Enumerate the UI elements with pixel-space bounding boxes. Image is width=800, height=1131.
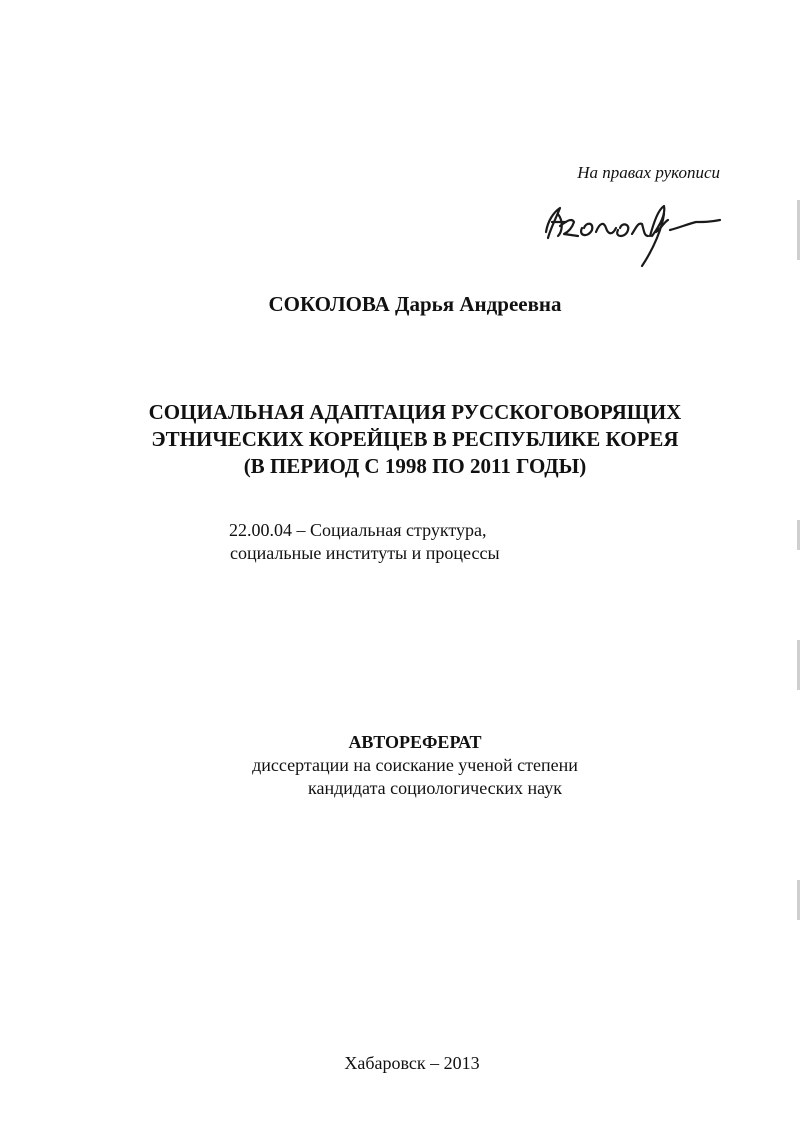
- document-description-line: диссертации на соискание ученой степени: [252, 755, 578, 775]
- author-name: СОКОЛОВА Дарья Андреевна: [268, 292, 562, 316]
- specialty-code: [229, 519, 629, 565]
- place-and-year: Хабаровск – 2013: [344, 1053, 480, 1073]
- specialty-line: социальные институты и процессы: [230, 543, 500, 563]
- specialty-line: 22.00.04 – Социальная структура,: [229, 520, 487, 540]
- dissertation-title: [0, 399, 800, 480]
- document-type-label: АВТОРЕФЕРАТ: [348, 732, 482, 752]
- title-line: ЭТНИЧЕСКИХ КОРЕЙЦЕВ В РЕСПУБЛИКЕ КОРЕЯ: [151, 427, 679, 451]
- title-line: (В ПЕРИОД С 1998 ПО 2011 ГОДЫ): [243, 454, 587, 478]
- document-description-line: кандидата социологических наук: [308, 778, 562, 798]
- signature: [538, 192, 728, 274]
- title-line: СОЦИАЛЬНАЯ АДАПТАЦИЯ РУССКОГОВОРЯЩИХ: [148, 400, 682, 424]
- rights-note: На правах рукописи: [577, 163, 720, 182]
